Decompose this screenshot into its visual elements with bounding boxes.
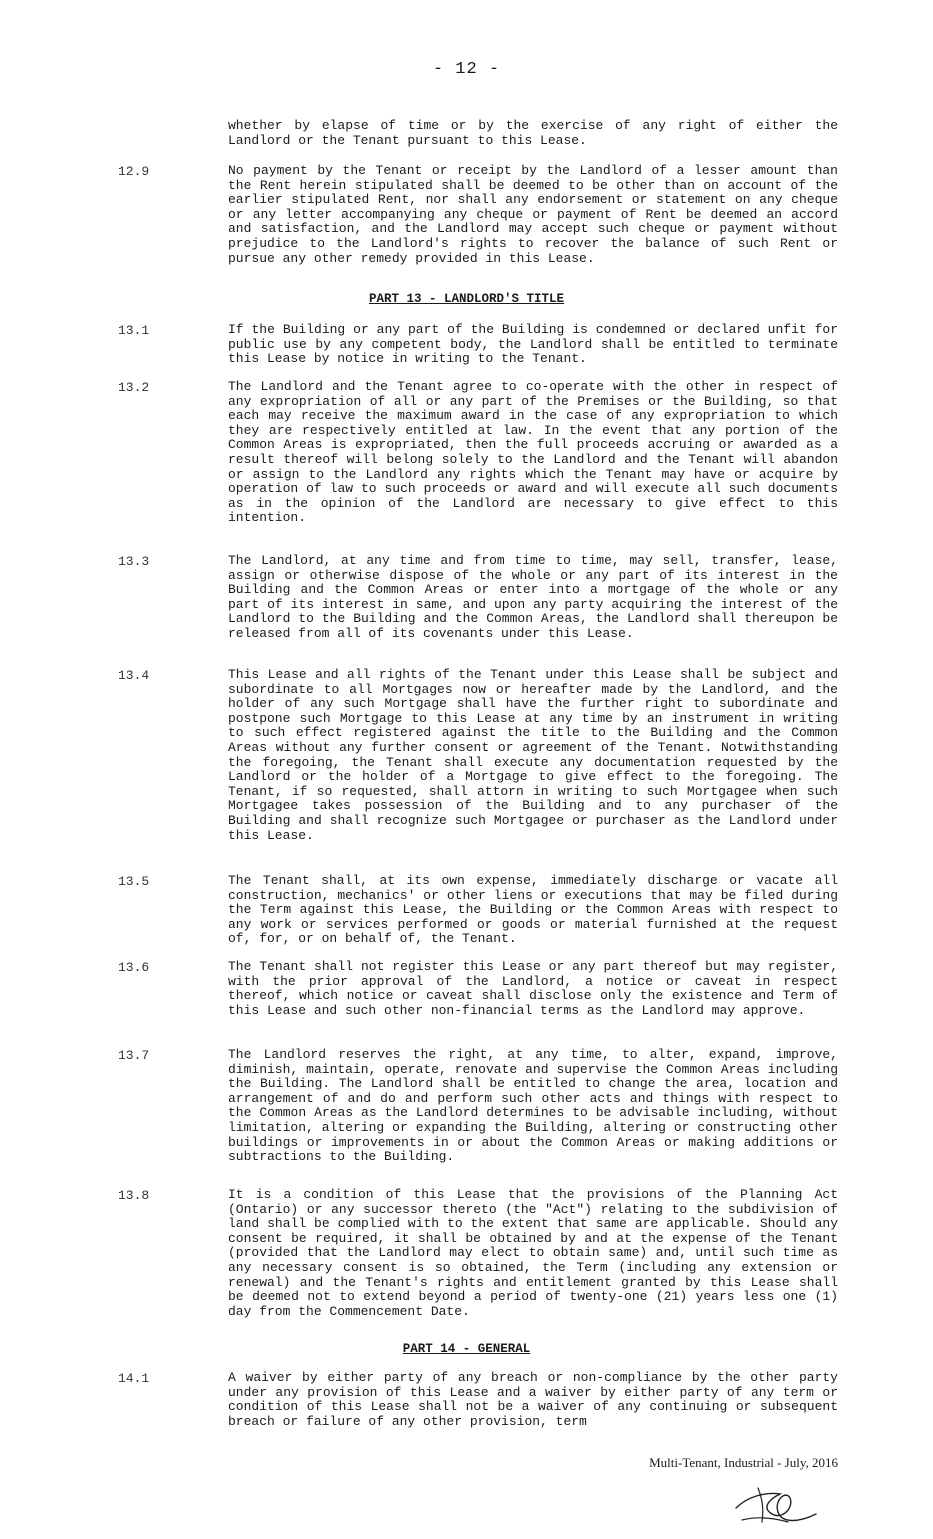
clause-number: 13.1 xyxy=(118,323,150,338)
clause-number: 13.2 xyxy=(118,380,150,395)
clause-text: A waiver by either party of any breach or non-compliance by the other party under any provision of this Lease and a waiver by either party of any term or condition of this Lease shall not be a waiver of any continuing or subsequent breach or failure of any other provision, term xyxy=(228,1370,838,1429)
clause-text: No payment by the Tenant or receipt by the Landlord of a lesser amount than the Rent herein stipulated shall be deemed to be other than on account of the earlier stipulated Rent, nor shall any endorsement or statement on any cheque or any letter accompanying any cheque or payment of Rent be deemed an accord and satisfaction, and the Landlord may accept such cheque or payment without prejudice to the Landlord's rights to recover the balance of such Rent or pursue any other remedy provided in this Lease. xyxy=(228,163,838,266)
clause-number: 13.6 xyxy=(118,960,150,975)
clause-number: 13.3 xyxy=(118,554,150,569)
clause-number: 13.7 xyxy=(118,1048,150,1063)
clause-text: If the Building or any part of the Building is condemned or declared unfit for public use by any competent body, the Landlord shall be entitled to terminate this Lease by notice in writing to the Tenant. xyxy=(228,322,838,367)
clause-text: The Tenant shall not register this Lease or any part thereof but may register, with the prior approval of the Landlord, a notice or caveat in respect thereof, which notice or caveat shall disclose only the existence and Term of this Lease and such other non-financial terms as the Landlord may approve. xyxy=(228,959,838,1018)
clause-text: The Tenant shall, at its own expense, immediately discharge or vacate all construction, mechanics' or other liens or executions that may be filed during the Term against this Lease, the Building or the Common Areas with respect to any work or services performed or goods or material furnished at the request of, for, or on behalf of, the Tenant. xyxy=(228,873,838,947)
clause-text: It is a condition of this Lease that the provisions of the Planning Act (Ontario) or any successor thereto (the "Act") relating to the subdivision of land shall be complied with to the extent that same are applicable. Should any consent be required, it shall be obtained by and at the expense of the Tenant (provided that the Landlord may elect to obtain same) and, until such time as any necessary consent is so obtained, the Term (including any extension or renewal) and the Tenant's rights and entitlement granted by this Lease shall be deemed not to extend beyond a period of twenty-one (21) years less one (1) day from the Commencement Date. xyxy=(228,1187,838,1319)
part-13-heading: PART 13 - LANDLORD'S TITLE xyxy=(368,292,565,306)
clause-text: This Lease and all rights of the Tenant under this Lease shall be subject and subordinate to all Mortgages now or hereafter made by the Landlord, and the holder of any such Mortgage shall have the further right to subordinate and postpone such Mortgage to this Lease at any time by an instrument in writing to such effect registered against the title to the Building and the Common Areas without any further consent or agreement of the Tenant. Notwithstanding the foregoing, the Tenant shall execute any documentation requested by the Landlord or the holder of a Mortgage to give effect to the foregoing. The Tenant, if so requested, shall attorn in writing to such Mortgagee when such Mortgagee takes possession of the Building and to any purchaser of the Building and shall recognize such Mortgagee or purchaser as the Landlord under this Lease. xyxy=(228,667,838,843)
part-14-heading: PART 14 - GENERAL xyxy=(402,1342,531,1356)
clause-text: The Landlord reserves the right, at any time, to alter, expand, improve, diminish, maintain, operate, renovate and supervise the Common Areas including the Building. The Landlord shall be entitled to change the area, location and arrangement of and do and perform such other acts and things with respect to the Common Areas as the Landlord determines to be advisable including, without limitation, altering or expanding the Building, altering or constructing other buildings or improvements in or about the Common Areas or making additions or subtractions to the Building. xyxy=(228,1047,838,1165)
signature-icon xyxy=(728,1478,828,1530)
clause-number: 14.1 xyxy=(118,1371,150,1386)
clause-text: whether by elapse of time or by the exercise of any right of either the Landlord or the Tenant pursuant to this Lease. xyxy=(228,118,838,148)
clause-number: 12.9 xyxy=(118,164,150,179)
clause-text: The Landlord and the Tenant agree to co-operate with the other in respect of any expropriation of all or any part of the Premises or the Building, so that each may receive the maximum award in the case of any expropriation to which they are respectively entitled at law. In the event that any portion of the Common Areas is expropriated, then the full proceeds accruing or awarded as a result thereof will belong solely to the Landlord and the Tenant will abandon or assign to the Landlord any rights which the Tenant may have or acquire by operation of law to such proceeds or award and will execute all such documents as in the opinion of the Landlord are necessary to give effect to this intention. xyxy=(228,379,838,526)
clause-number: 13.8 xyxy=(118,1188,150,1203)
clause-number: 13.5 xyxy=(118,874,150,889)
clause-number: 13.4 xyxy=(118,668,150,683)
initials-signature xyxy=(728,1478,828,1535)
document-footer: Multi-Tenant, Industrial - July, 2016 xyxy=(649,1455,838,1470)
clause-text: The Landlord, at any time and from time to time, may sell, transfer, lease, assign or otherwise dispose of the whole or any part of its interest in the Building and the Common Areas or enter into a mortgage of the whole or any part of its interest in same, and upon any party acquiring the interest of the Landlord to the Building and the Common Areas, the Landlord shall thereupon be released from all of its covenants under this Lease. xyxy=(228,553,838,641)
page-number: - 12 - xyxy=(432,60,501,79)
